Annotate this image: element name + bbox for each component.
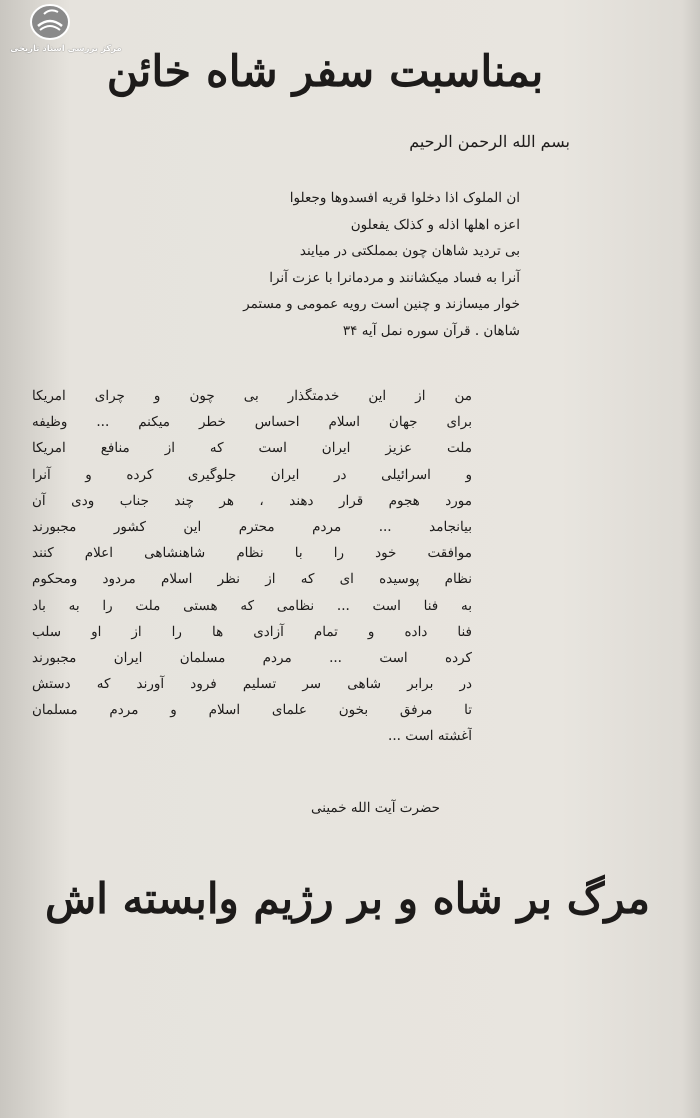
- body-line: من از این خدمتگذار بی چون و چرای امریکا: [32, 388, 472, 404]
- body-line: آغشته است ...: [388, 728, 472, 745]
- verse-line: خوار میسازند و چنین است رویه عمومی و مستمر: [243, 296, 520, 312]
- body-line: و اسرائیلی در ایران جلوگیری کرده و آنرا: [32, 466, 472, 483]
- body-line: فنا داده و تمام آزادی ها را از او سلب: [32, 623, 472, 640]
- quran-verse-block: [80, 185, 520, 344]
- verse-line: اعزه اهلها اذله و کذلک یفعلون: [350, 216, 520, 233]
- closing-slogan: مرگ بر شاه و بر رژیم وابسته اش: [44, 874, 650, 923]
- signature: حضرت آیت الله خمینی: [311, 800, 440, 816]
- verse-line: ان الملوک اذا دخلوا قریه افسدوها وجعلوا: [289, 190, 520, 206]
- body-line: بیانجامد ... مردم محترم این کشور مجبورند: [32, 518, 472, 535]
- book-globe-icon: [28, 2, 72, 42]
- body-line: موافقت خود را با نظام شاهنشاهی اعلام کنند: [32, 545, 472, 562]
- body-line: نظام پوسیده ای که از نظر اسلام مردود ومحکوم: [32, 571, 472, 588]
- bismillah: بسم الله الرحمن الرحیم: [409, 132, 570, 151]
- body-line: ملت عزیز ایران است که از منافع امریکا: [32, 440, 472, 457]
- verse-line: آنرا به فساد میکشانند و مردمانرا با عزت آنرا: [269, 269, 520, 286]
- body-line: به فنا است ... نظامی که هستی ملت را به باد: [32, 597, 472, 614]
- body-line: مورد هجوم قرار دهند ، هر چند جناب ودی آن: [32, 492, 472, 509]
- body-line: برای جهان اسلام احساس خطر میکنم ... وظیفه: [32, 414, 472, 431]
- verse-line: شاهان . قرآن سوره نمل آیه ۳۴: [342, 322, 520, 339]
- statement-body: [32, 383, 472, 750]
- body-line: در برابر شاهی سر تسلیم فرود آورند که دستش: [32, 676, 472, 693]
- leaflet-title: بمناسبت سفر شاه خائن: [106, 47, 544, 97]
- verse-line: بی تردید شاهان چون بمملکتی در میایند: [299, 243, 520, 259]
- watermark-text: مرکز بررسی اسناد تاریخی: [10, 44, 122, 54]
- body-line: تا مرفق بخون علمای اسلام و مردم مسلمان: [32, 702, 472, 719]
- body-line: کرده است ... مردم مسلمان ایران مجبورند: [32, 649, 472, 666]
